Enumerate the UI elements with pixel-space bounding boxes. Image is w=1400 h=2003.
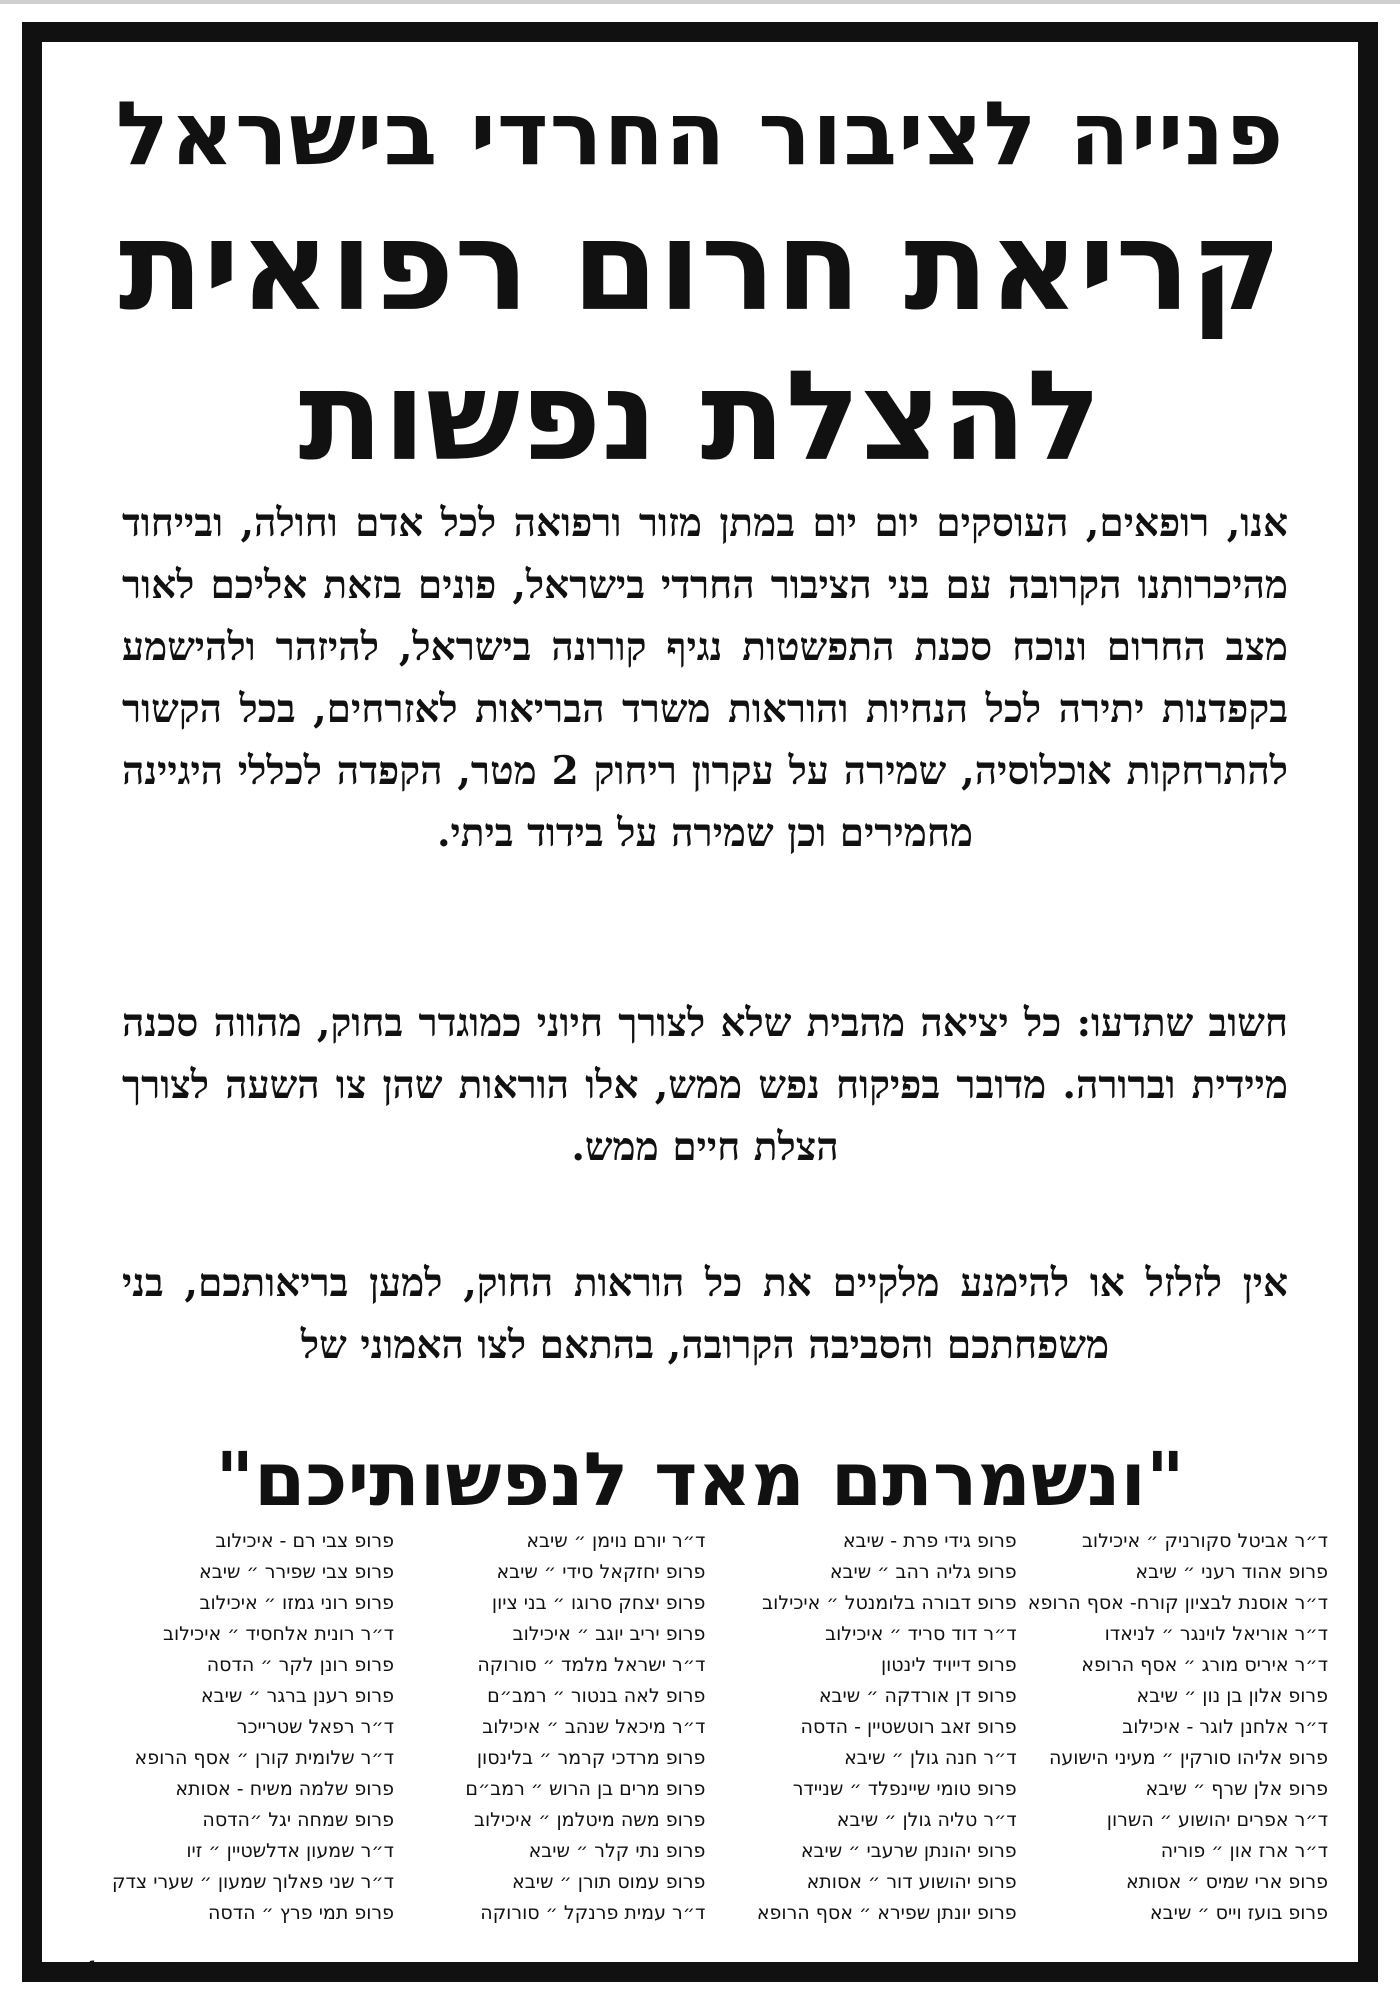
signatory-name: ד״ר ארז און ״ פוריה	[1160, 1840, 1328, 1862]
signatory-name: פרופ יצחק סרוגו ״ בני ציון	[491, 1592, 706, 1614]
signatory-name: פרופ משה מיטלמן ״ איכילוב	[473, 1809, 706, 1831]
signatory-name: פרופ אלן שרף ״ שיבא	[1145, 1778, 1328, 1800]
signatory-name: ד״ר ישראל מלמד ״ סורוקה	[477, 1654, 706, 1676]
signatory-name: ד״ר איריס מורג ״ אסף הרופא	[1081, 1654, 1328, 1676]
signatory-name: פרופ צבי שפירר ״ שיבא	[199, 1561, 395, 1583]
signatory-name: ד״ר יורם נוימן ״ שיבא	[526, 1530, 706, 1552]
signatory-name: פרופ נתי קלר ״ שיבא	[528, 1840, 706, 1862]
slogan-quote: "ונשמרתם מאד לנפשותיכם"	[215, 1437, 1185, 1523]
signatory-name: ד״ר אלחנן לוגר - איכילוב	[1122, 1716, 1328, 1738]
signatory-name: פרופ מרדכי קרמר ״ בלינסון	[476, 1747, 706, 1769]
signatory-name: פרופ מרים בן הרוש ״ רמב״ם	[465, 1778, 706, 1800]
signatory-name: פרופ שלמה משיח - אסותא	[175, 1778, 395, 1800]
signatory-name: ד״ר שני פאלוך שמעון ״ שערי צדק	[112, 1871, 395, 1893]
signatory-name: פרופ אליהו סורקין ״ מעיני הישועה	[1048, 1747, 1328, 1769]
signatory-name: ד״ר עמית פרנקל ״ סורוקה	[480, 1902, 706, 1924]
signatory-name: פרופ לאה בנטור ״ רמב״ם	[487, 1685, 706, 1707]
signatory-name: ד״ר דוד סריד ״ איכילוב	[825, 1623, 1017, 1645]
headline-appeal: פנייה לציבור החרדי בישראל	[115, 82, 1285, 185]
signatory-name: פרופ ארי שמיס ״ אסותא	[1125, 1871, 1328, 1893]
signatory-name: פרופ יהושוע דור ״ אסותא	[806, 1871, 1017, 1893]
signatory-name: ד״ר חנה גולן ״ שיבא	[844, 1747, 1017, 1769]
signatories-column-4	[92, 1526, 394, 1929]
signatory-name: פרופ רענן ברגר ״ שיבא	[200, 1685, 395, 1707]
signatory-name: פרופ רונן לקר ״ הדסה	[206, 1654, 395, 1676]
signatory-name: פרופ גליה רהב ״ שיבא	[829, 1561, 1017, 1583]
signatory-name: פרופ גידי פרת - שיבא	[842, 1530, 1017, 1552]
signatory-name: פרופ אהוד רעני ״ שיבא	[1135, 1561, 1328, 1583]
signatory-name: פרופ עמוס תורן ״ שיבא	[512, 1871, 706, 1893]
signatory-name: פרופ דייויד לינטון	[880, 1654, 1017, 1676]
signatories-list	[92, 1526, 1328, 1929]
signatory-name: פרופ צבי רם - איכילוב	[215, 1530, 395, 1552]
signatory-name: ד״ר מיכאל שנהב ״ איכילוב	[482, 1716, 706, 1738]
signatory-name: פרופ בועז וייס ״ שיבא	[1149, 1902, 1328, 1924]
signatory-name: פרופ טומי שיינפלד ״ שניידר	[792, 1778, 1017, 1800]
signatory-name: ד״ר אוריאל לוינגר ״ לניאדו	[1104, 1623, 1328, 1645]
signatory-name: ד״ר שלומית קורן ״ אסף הרופא	[134, 1747, 395, 1769]
signatories-column-3	[403, 1526, 705, 1929]
ad-number: מודעה מס׳ 1	[88, 1957, 181, 1976]
signatories-column-1	[1026, 1526, 1328, 1929]
signatory-name: ד״ר אביטל סקורניק ״ איכילוב	[1081, 1530, 1328, 1552]
body-paragraph-1: אנו, רופאים, העוסקים יום יום במתן מזור ורפואה לכל אדם וחולה, ובייחוד מהיכרותנו הקרובה עם בני הציבור החרדי בישראל, פונים בזאת אליכם לאור מצב החרום ונוכח סכנת התפשטות נגיף קורונה בישראל, להיזהר ולהישמע בקפדנות יתירה לכל הנחיות והוראות משרד הבריאות לאזרחים, בכל הקשור להתרחקות אוכלוסיה, שמירה על עקרון ריחוק 2 מטר, הקפדה לכללי היגיינה מחמירים וכן שמירה על בידוד ביתי.	[122, 500, 1289, 856]
signatory-name: ד״ר רפאל שטרייכר	[236, 1716, 395, 1738]
advertisement-frame	[22, 22, 1378, 1982]
signatory-name: פרופ יהונתן שרעבי ״ שיבא	[800, 1840, 1017, 1862]
body-paragraph-3: אין לזלזל או להימנע מלקיים את כל הוראות החוק, למען בריאותכם, בני משפחתכם והסביבה הקרובה, בהתאם לצו האמוני של	[122, 1260, 1288, 1368]
signatory-name: פרופ שמחה יגל ״הדסה	[202, 1809, 395, 1831]
signatory-name: ד״ר שמעון אדלשטיין ״ זיו	[186, 1840, 395, 1862]
signatory-name: פרופ יונתן שפירא ״ אסף הרופא	[756, 1902, 1017, 1924]
signatory-name: פרופ אלון בן נון ״ שיבא	[1136, 1685, 1328, 1707]
body-paragraph-2: חשוב שתדעו: כל יציאה מהבית שלא לצורך חיוני כמוגדר בחוק, מהווה סכנה מיידית וברורה. מדובר בפיקוח נפש ממש, אלו הוראות שהן צו השעה לצורך הצלת חיים ממש.	[122, 1000, 1288, 1170]
signatories-column-2	[715, 1526, 1017, 1929]
signatory-name: ד״ר טליה גולן ״ שיבא	[836, 1809, 1017, 1831]
signatory-name: פרופ רוני גמזו ״ איכילוב	[199, 1592, 395, 1614]
signatory-name: פרופ יריב יוגב ״ איכילוב	[512, 1623, 706, 1645]
page-top-rule	[0, 0, 1400, 4]
signatory-name: פרופ יחזקאל סידי ״ שיבא	[496, 1561, 706, 1583]
signatory-name: פרופ דבורה בלומנטל ״ איכילוב	[762, 1592, 1017, 1614]
signatory-name: פרופ דן אורדקה ״ שיבא	[818, 1685, 1017, 1707]
signatory-name: ד״ר אפרים יהושוע ״ השרון	[1106, 1809, 1328, 1831]
signatory-name: ד״ר רונית אלחסיד ״ איכילוב	[162, 1623, 395, 1645]
headline-emergency-call: קריאת חרום רפואית	[118, 195, 1282, 339]
headline-saving-lives: להצלת נפשות	[298, 345, 1102, 489]
signatory-name: ד״ר אוסנת לבציון קורח- אסף הרופא	[1027, 1592, 1328, 1614]
signatory-name: פרופ תמי פרץ ״ הדסה	[207, 1902, 395, 1924]
signatory-name: פרופ זאב רוטשטיין - הדסה	[800, 1716, 1017, 1738]
